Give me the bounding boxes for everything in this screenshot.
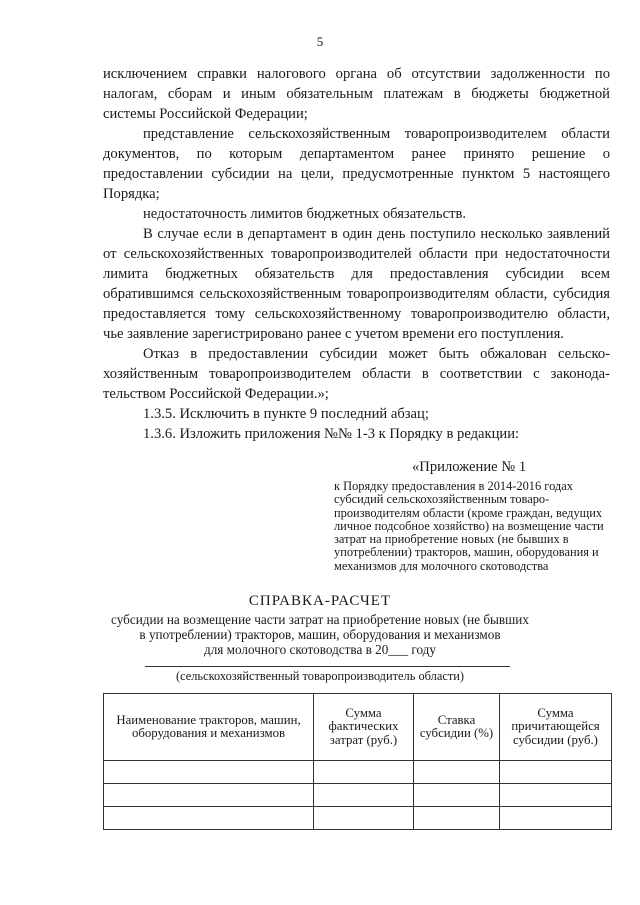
table-cell[interactable] [414, 807, 500, 830]
header-subsidy-rate: Ставка субсидии (%) [414, 694, 500, 761]
header-equipment-name: Наименование тракторов, машин, оборудования и механизмов [104, 694, 314, 761]
form-subtitle-line: для молочного скотоводства в 20___ году [204, 642, 436, 657]
table-cell[interactable] [500, 761, 612, 784]
form-subtitle-line: в употреблении) тракторов, машин, оборудования и механизмов [139, 627, 501, 642]
table-cell[interactable] [314, 784, 414, 807]
header-actual-costs: Сумма фактических затрат (руб.) [314, 694, 414, 761]
table-cell[interactable] [500, 784, 612, 807]
calculation-table [103, 693, 612, 830]
form-subtitle [0, 612, 640, 657]
producer-fill-line [145, 666, 510, 667]
appendix-block [334, 457, 614, 573]
paragraph: 1.3.6. Изложить приложения №№ 1-3 к Порядку в редакции: [143, 426, 520, 442]
paragraph: Отказ в предоставлении субсидии может быть обжалован сельско-хозяйственным товаропроизводителем области в соответствии с законода-тельством Российской Федерации.»; [103, 346, 610, 402]
appendix-title: «Приложение № 1 [412, 459, 527, 475]
producer-caption: (сельскохозяйственный товаропроизводитель области) [175, 669, 465, 683]
table-cell[interactable] [500, 807, 612, 830]
table-cell[interactable] [414, 761, 500, 784]
table-row [104, 784, 612, 807]
appendix-text: к Порядку предоставления в 2014-2016 годах субсидий сельскохозяйственным товаро-производителям области (кроме граждан, ведущих личное подсобное хозяйство) на возмещение части затрат на приобретение новых (не бывших в употреблении) тракторов, машин, оборудования и механизмов для молочного скотоводства [334, 479, 604, 573]
table-row [104, 807, 612, 830]
form-subtitle-line: субсидии на возмещение части затрат на приобретение новых (не бывших [111, 612, 529, 627]
table-row [104, 761, 612, 784]
form-title: СПРАВКА-РАСЧЕТ [248, 593, 392, 609]
body-text [103, 64, 610, 444]
table-cell[interactable] [314, 761, 414, 784]
page-number: 5 [316, 34, 324, 49]
table-cell[interactable] [104, 807, 314, 830]
header-subsidy-amount: Сумма причитающейся субсидии (руб.) [500, 694, 612, 761]
paragraph: 1.3.5. Исключить в пункте 9 последний абзац; [143, 406, 429, 422]
paragraph: В случае если в департамент в один день поступило несколько заявлений от сельскохозяйственных товаропроизводителей области при недостаточности лимита бюджетных обязательств для предоставления субсидии всем обратившимся сельскохозяйственным товаропроизводителям области, субсидия предоставляется тому сельскохозяйственному товаропроизводителю области, чье заявление зарегистрировано ранее с учетом времени его поступления. [103, 226, 610, 342]
table-cell[interactable] [104, 761, 314, 784]
table-header-row [104, 694, 612, 761]
table-cell[interactable] [414, 784, 500, 807]
paragraph: исключением справки налогового органа об отсутствии задолженности по налогам, сборам и иным обязательным платежам в бюджеты бюджетной системы Российской Федерации; [103, 66, 610, 122]
paragraph: представление сельскохозяйственным товаропроизводителем области документов, по которым департаментом ранее принято решение о предоставлении субсидии на цели, предусмотренные пунктом 5 настоящего Порядка; [103, 126, 610, 202]
paragraph: недостаточность лимитов бюджетных обязательств. [143, 206, 466, 222]
table-cell[interactable] [104, 784, 314, 807]
table-cell[interactable] [314, 807, 414, 830]
